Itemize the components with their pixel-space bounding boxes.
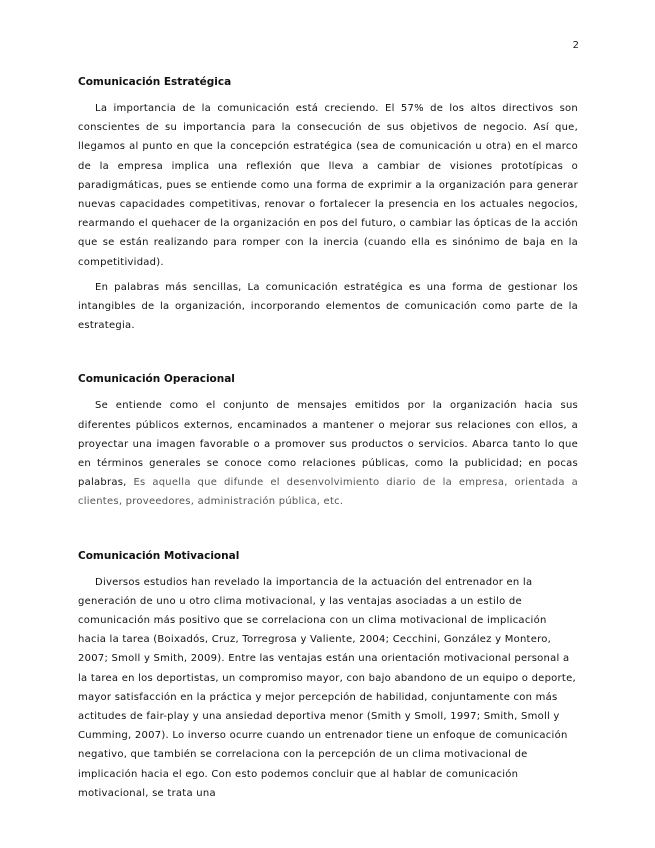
- page-number: 2: [572, 40, 579, 51]
- paragraph-quote-text: Es aquella que difunde el desenvolvimiento diario de la empresa, orientada a clientes, proveedores, administración pública, etc.: [78, 477, 578, 508]
- document-body: [78, 76, 578, 803]
- section-operacional: [78, 373, 578, 511]
- paragraph: La importancia de la comunicación está creciendo. El 57% de los altos directivos son conscientes de su importancia para la consecución de sus objetivos de negocio. Así que, llegamos al punto en que la concepción estratégica (sea de comunicación u otra) en el marco de la empresa implica una reflexión que lleva a cambiar de visiones prototípicas o paradigmáticas, pues se entiende como una forma de exprimir a la organización para generar nuevas capacidades competitivas, renovar o fortalecer la presencia en los actuales negocios, rearmando el quehacer de la organización en pos del futuro, o cambiar las ópticas de la acción que se están realizando para romper con la inercia (cuando ella es sinónimo de baja en la competitividad).: [78, 103, 578, 268]
- section-heading: Comunicación Motivacional: [78, 549, 240, 562]
- section-heading: Comunicación Estratégica: [78, 76, 232, 88]
- section-motivacional: [78, 550, 578, 803]
- section-heading: Comunicación Operacional: [78, 373, 235, 386]
- paragraph: Diversos estudios han revelado la importancia de la actuación del entrenador en la generación de uno u otro clima motivacional, y las ventajas asociadas a un estilo de comunicación más positivo que se correlaciona con un clima motivacional de implicación hacia la tarea (Boixadós, Cruz, Torregrosa y Valiente, 2004; Cecchini, González y Montero, 2007; Smoll y Smith, 2009). Entre las ventajas están una orientación motivacional personal a la tarea en los deportistas, un compromiso mayor, con bajo abandono de un equipo o deporte, mayor satisfacción en la práctica y mejor percepción de habilidad, conjuntamente con más actitudes de fair-play y una ansiedad deportiva menor (Smith y Smoll, 1997; Smith, Smoll y Cumming, 2007). Lo inverso ocurre cuando un entrenador tiene un enfoque de comunicación negativo, que también se correlaciona con la percepción de un clima motivacional de implicación hacia el ego. Con esto podemos concluir que al hablar de comunicación motivacional, se trata una: [78, 576, 576, 799]
- paragraph-text: Se entiende como el conjunto de mensajes emitidos por la organización hacia sus diferentes públicos externos, encaminados a mantener o mejorar sus relaciones con ellos, a proyectar una imagen favorable o a promover sus productos o servicios. Abarca tanto lo que en términos generales se conoce como relaciones públicas, como la publicidad; en pocas palabras,: [78, 400, 578, 489]
- section-estrategica: [78, 76, 578, 335]
- paragraph: [78, 396, 578, 511]
- paragraph: En palabras más sencillas, La comunicación estratégica es una forma de gestionar los intangibles de la organización, incorporando elementos de comunicación como parte de la estrategia.: [78, 281, 578, 332]
